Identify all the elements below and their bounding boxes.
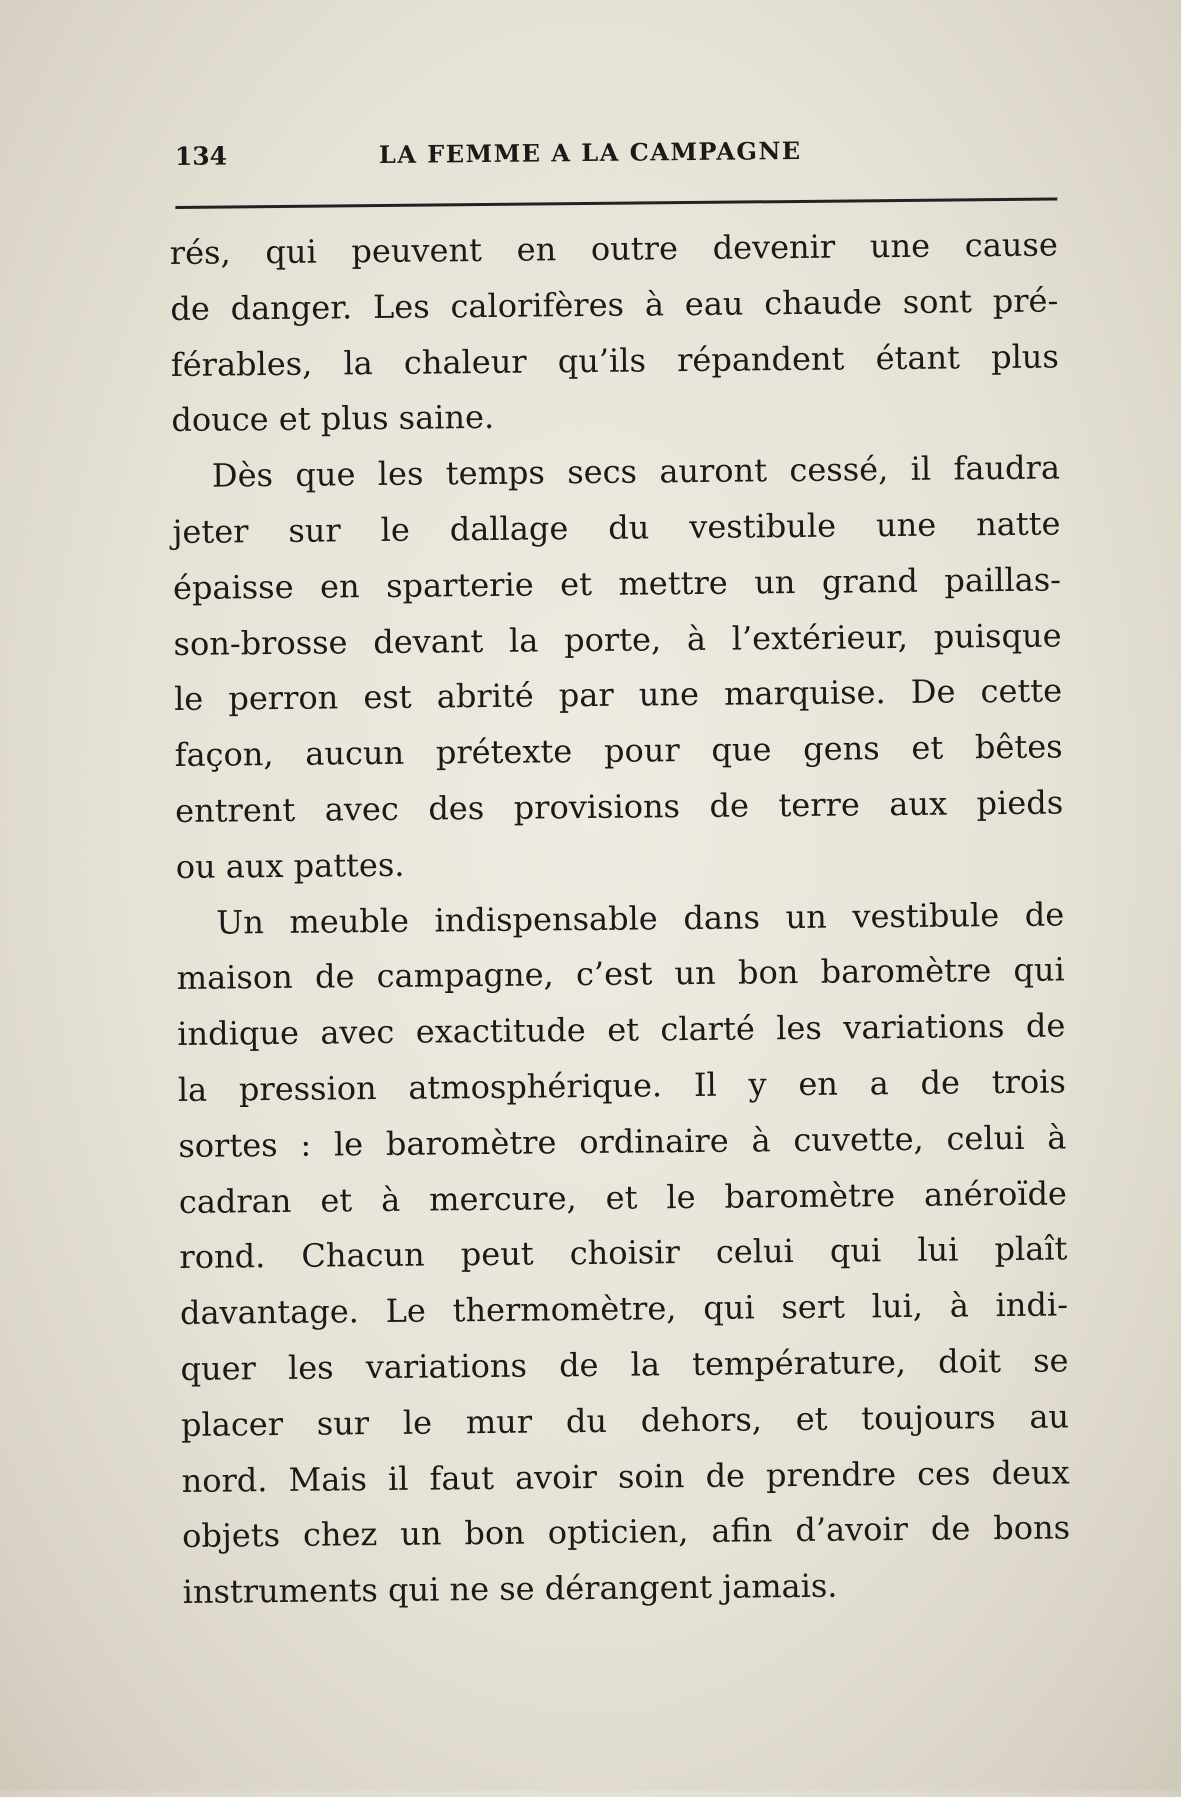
text-line: instruments qui ne se dérangent jamais. xyxy=(182,1566,838,1612)
text-line: indique avec exactitude et clarté les variations de xyxy=(177,1006,1066,1054)
text-line: le perron est abrité par une marquise. De cette xyxy=(173,671,1063,719)
text-line: férables, la chaleur qu’ils répandent étant plus xyxy=(170,337,1060,384)
text-line: cadran et à mercure, et le baromètre anéroïde xyxy=(178,1173,1068,1221)
text-line: rond. Chacun peut choisir celui qui lui plaît xyxy=(179,1229,1068,1277)
text-line: quer les variations de la température, doit se xyxy=(180,1341,1069,1388)
text-line: Dès que les temps secs auront cessé, il faudra xyxy=(211,448,1061,495)
text-line: ou aux pattes. xyxy=(175,845,405,886)
text-line: sortes : le baromètre ordinaire à cuvette, celui à xyxy=(178,1118,1067,1165)
text-line: entrent avec des provisions de terre aux pieds xyxy=(174,783,1064,830)
text-line: la pression atmosphérique. Il y en a de trois xyxy=(177,1062,1066,1109)
text-line: nord. Mais il faut avoir soin de prendre ces deux xyxy=(181,1452,1070,1500)
text-line: épaisse en sparterie et mettre un grand paillas- xyxy=(172,560,1062,607)
text-line: placer sur le mur du dehors, et toujours au xyxy=(180,1397,1070,1444)
text-line: façon, aucun prétexte pour que gens et bêtes xyxy=(174,727,1063,775)
text-line: jeter sur le dallage du vestibule une natte xyxy=(172,504,1061,551)
header-rule xyxy=(175,197,1057,208)
page-body-text xyxy=(170,217,1071,1620)
page-number: 134 xyxy=(174,141,228,171)
running-header xyxy=(175,133,1057,181)
text-line: maison de campagne, c’est un bon baromètre qui xyxy=(176,950,1065,998)
text-line: davantage. Le thermomètre, qui sert lui, à indi- xyxy=(179,1285,1069,1333)
text-line: Un meuble indispensable dans un vestibule de xyxy=(216,895,1065,942)
text-line: douce et plus saine. xyxy=(171,398,495,440)
running-title: LA FEMME A LA CAMPAGNE xyxy=(378,135,802,169)
text-line: objets chez un bon opticien, afin d’avoir de bons xyxy=(181,1508,1071,1556)
text-line: rés, qui peuvent en outre devenir une cause xyxy=(169,225,1058,273)
text-line: de danger. Les calorifères à eau chaude sont pré- xyxy=(170,281,1059,328)
text-line: son-brosse devant la porte, à l’extérieur, puisque xyxy=(173,616,1062,663)
